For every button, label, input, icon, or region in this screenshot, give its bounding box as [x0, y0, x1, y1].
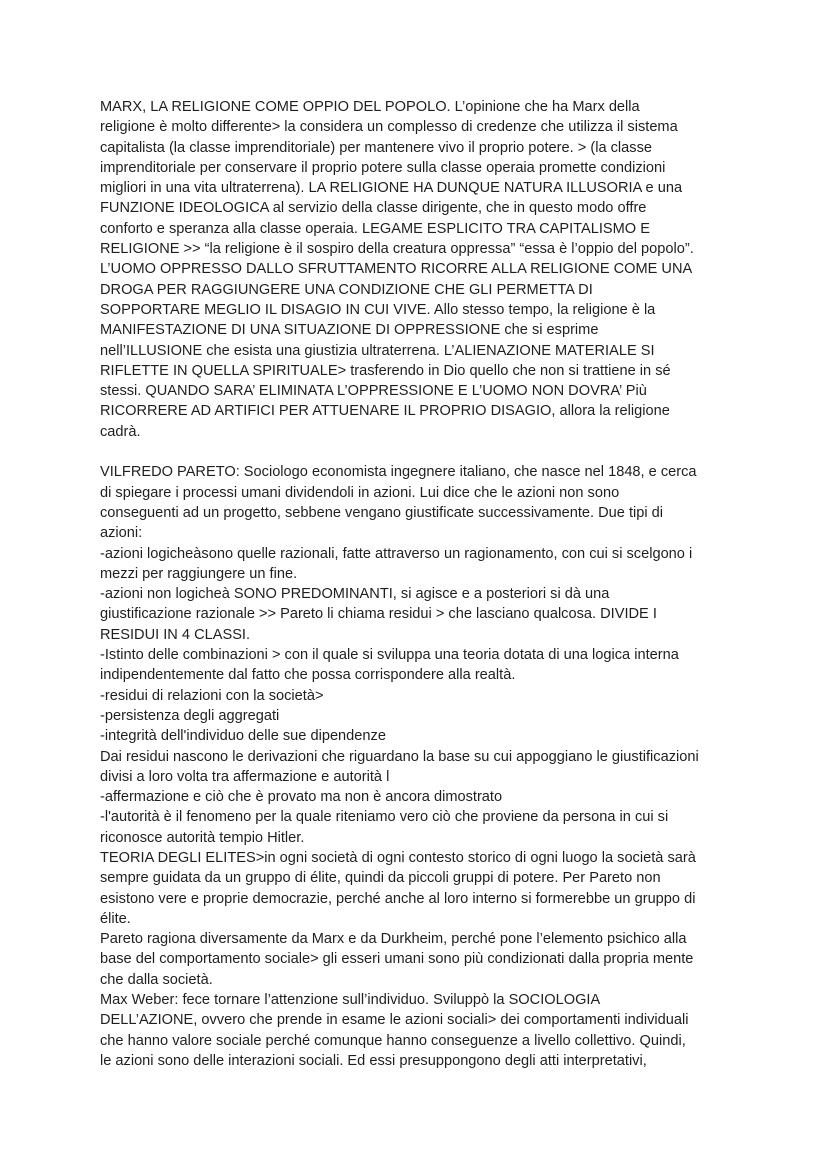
text-line: -l'autorità è il fenomeno per la quale riteniamo vero ciò che proviene da persona in cui si [100, 809, 669, 826]
text-line: -integrità dell'individuo delle sue dipendenze [100, 728, 386, 745]
text-line: VILFREDO PARETO: Sociologo economista ingegnere italiano, che nasce nel 1848, e cerca [100, 464, 697, 481]
text-line: MARX, LA RELIGIONE COME OPPIO DEL POPOLO. L’opinione che ha Marx della [100, 99, 640, 115]
document-page [100, 97, 730, 1071]
text-line: SOPPORTARE MEGLIO IL DISAGIO IN CUI VIVE. Allo stesso tempo, la religione è la [100, 301, 656, 318]
text-line: FUNZIONE IDEOLOGICA al servizio della classe dirigente, che in questo modo offre [100, 200, 647, 217]
text-line: divisi a loro volta tra affermazione e autorità l [100, 768, 390, 785]
text-line: nell’ILLUSIONE che esista una giustizia ultraterrena. L’ALIENAZIONE MATERIALE SI [100, 342, 655, 359]
text-line: -affermazione e ciò che è provato ma non è ancora dimostrato [100, 789, 503, 806]
marx-section [100, 97, 730, 442]
text-line: RESIDUI IN 4 CLASSI. [100, 626, 251, 643]
text-line: religione è molto differente> la considera un complesso di credenze che utilizza il sistema [100, 119, 678, 136]
text-line: base del comportamento sociale> gli esseri umani sono più condizionati dalla propria mente [100, 951, 694, 968]
paragraph-spacer [100, 442, 730, 462]
text-line: DROGA PER RAGGIUNGERE UNA CONDIZIONE CHE GLI PERMETTA DI [100, 281, 593, 298]
text-line: azioni: [100, 525, 143, 542]
text-line: le azioni sono delle interazioni sociali. Ed essi presuppongono degli atti interpretativi, [100, 1052, 647, 1069]
text-line: Max Weber: fece tornare l’attenzione sull’individuo. Sviluppò la SOCIOLOGIA [100, 992, 601, 1009]
text-line: di spiegare i processi umani dividendoli in azioni. Lui dice che le azioni non sono [100, 484, 620, 501]
text-line: conseguenti ad un progetto, sebbene vengano giustificate successivamente. Due tipi di [100, 504, 664, 521]
text-line: RIFLETTE IN QUELLA SPIRITUALE> trasferendo in Dio quello che non si trattiene in sé [100, 362, 671, 379]
text-line: migliori in una vita ultraterrena). LA RELIGIONE HA DUNQUE NATURA ILLUSORIA e una [100, 180, 683, 197]
pareto-weber-section [100, 462, 730, 1071]
text-line: -residui di relazioni con la società> [100, 687, 324, 704]
text-line: che hanno valore sociale perché comunque hanno conseguenze a livello collettivo. Quindi, [100, 1032, 686, 1049]
text-line: esistono vere e proprie democrazie, perché anche al loro interno si formerebbe un gruppo di [100, 890, 696, 907]
text-line: élite. [100, 910, 131, 927]
text-line: DELL’AZIONE, ovvero che prende in esame le azioni sociali> dei comportamenti individuali [100, 1012, 689, 1029]
text-line: sempre guidata da un gruppo di élite, quindi da piccoli gruppi di potere. Per Pareto non [100, 870, 661, 887]
text-line: imprenditoriale per conservare il proprio potere sulla classe operaia promette condizioni [100, 159, 666, 176]
text-line: Pareto ragiona diversamente da Marx e da Durkheim, perché pone l’elemento psichico alla [100, 931, 687, 948]
text-line: -persistenza degli aggregati [100, 707, 280, 724]
text-line: conforto e speranza alla classe operaia. LEGAME ESPLICITO TRA CAPITALISMO E [100, 220, 650, 237]
text-line: indipendentemente dal fatto che possa corrispondere alla realtà. [100, 667, 516, 684]
text-line: RELIGIONE >> “la religione è il sospiro della creatura oppressa” “essa è l’oppio del popolo”. [100, 241, 694, 258]
text-line: che dalla società. [100, 971, 213, 988]
text-line: TEORIA DEGLI ELITES>in ogni società di ogni contesto storico di ogni luogo la società sarà [100, 849, 696, 866]
text-line: cadrà. [100, 423, 141, 440]
text-line: Dai residui nascono le derivazioni che riguardano la base su cui appoggiano le giustificazioni [100, 748, 699, 765]
text-line: RICORRERE AD ARTIFICI PER ATTUENARE IL PROPRIO DISAGIO, allora la religione [100, 403, 670, 420]
text-line: stessi. QUANDO SARA’ ELIMINATA L’OPPRESSIONE E L’UOMO NON DOVRA’ Più [100, 383, 647, 400]
text-line: -Istinto delle combinazioni > con il quale si sviluppa una teoria dotata di una logica interna [100, 647, 679, 664]
text-line: mezzi per raggiungere un fine. [100, 565, 298, 582]
text-line: riconosce autorità tempio Hitler. [100, 829, 305, 846]
text-line: giustificazione razionale >> Pareto li chiama residui > che lasciano qualcosa. DIVIDE I [100, 606, 657, 623]
text-line: L’UOMO OPPRESSO DALLO SFRUTTAMENTO RICORRE ALLA RELIGIONE COME UNA [100, 261, 693, 278]
text-line: -azioni logicheàsono quelle razionali, fatte attraverso un ragionamento, con cui si scelgono i [100, 545, 693, 562]
text-line: capitalista (la classe imprenditoriale) per mantenere vivo il proprio potere. > (la classe [100, 139, 652, 156]
text-line: -azioni non logicheà SONO PREDOMINANTI, si agisce e a posteriori si dà una [100, 586, 610, 603]
text-line: MANIFESTAZIONE DI UNA SITUAZIONE DI OPPRESSIONE che si esprime [100, 322, 599, 339]
